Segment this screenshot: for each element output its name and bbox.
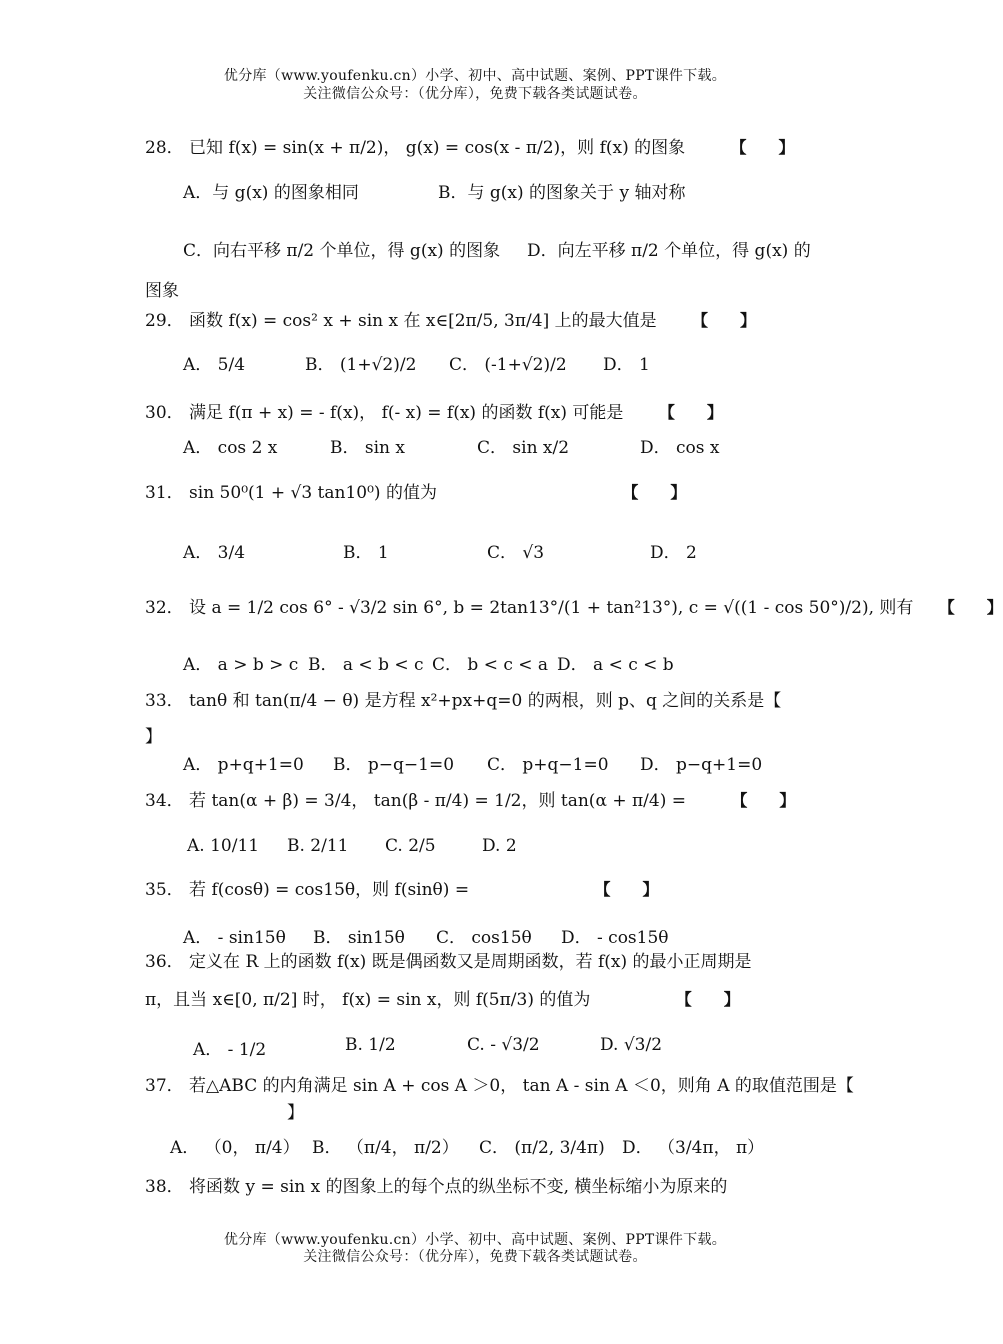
option-34-b: B. 2/11 xyxy=(287,836,349,856)
question-33-stem xyxy=(145,686,781,711)
question-text: π，且当 x∈[0, π/2] 时， f(x) = sin x，则 f(5π/3) 的值为 xyxy=(145,990,591,1010)
question-number: 38． xyxy=(145,1177,184,1197)
option-31-c: C． √3 xyxy=(487,543,545,563)
question-text: 已知 f(x) = sin(x + π/2)， g(x) = cos(x - π/2)，则 f(x) 的图象 xyxy=(189,138,686,158)
answer-bracket: 【 】 xyxy=(658,403,723,422)
question-text: 将函数 y = sin x 的图象上的每个点的纵坐标不变, 横坐标缩小为原来的 xyxy=(189,1177,728,1197)
option-36-d: D. √3/2 xyxy=(600,1035,663,1055)
option-34-d: D. 2 xyxy=(482,836,517,856)
answer-bracket: 【 】 xyxy=(675,990,740,1009)
question-28-stem xyxy=(145,133,795,158)
option-32-b: B． a < b < c xyxy=(308,655,424,675)
option-28-d: D．向左平移 π/2 个单位，得 g(x) 的 xyxy=(527,241,811,261)
answer-bracket: 【 】 xyxy=(731,791,796,810)
question-text: 若△ABC 的内角满足 sin A + cos A ＞0， tan A - sin A ＜0，则角 A 的取值范围是【 xyxy=(189,1076,854,1096)
question-number: 30． xyxy=(145,403,184,423)
question-number: 31． xyxy=(145,483,184,503)
option-37-a: A． （0， π/4） xyxy=(170,1138,300,1158)
option-37-c: C． (π/2, 3/4π) xyxy=(479,1138,605,1158)
option-36-c: C. - √3/2 xyxy=(467,1035,540,1055)
answer-bracket: 【 】 xyxy=(594,880,659,899)
answer-bracket: 【 】 xyxy=(622,483,687,502)
option-34-c: C. 2/5 xyxy=(385,836,436,856)
question-text: sin 50⁰(1 + √3 tan10⁰) 的值为 xyxy=(189,483,437,503)
option-28-d-continued: 图象 xyxy=(145,281,179,301)
question-number: 35． xyxy=(145,880,184,900)
option-35-c: C． cos15θ xyxy=(436,928,532,948)
option-30-b: B． sin x xyxy=(330,438,405,458)
question-number: 37． xyxy=(145,1076,184,1096)
option-29-d: D． 1 xyxy=(603,355,650,375)
question-35-stem xyxy=(145,875,659,900)
question-37-stem xyxy=(145,1071,854,1096)
option-30-c: C． sin x/2 xyxy=(477,438,570,458)
option-30-a: A． cos 2 x xyxy=(183,438,278,458)
question-number: 33． xyxy=(145,691,184,711)
option-36-b: B. 1/2 xyxy=(345,1035,396,1055)
question-text: 满足 f(π + x) = - f(x)， f(- x) = f(x) 的函数 f(x) 可能是 xyxy=(189,403,624,423)
option-28-b: B．与 g(x) 的图象关于 y 轴对称 xyxy=(438,183,686,203)
option-29-a: A． 5/4 xyxy=(183,355,246,375)
option-34-a: A. 10/11 xyxy=(187,836,260,856)
question-number: 32． xyxy=(145,598,184,618)
option-31-a: A． 3/4 xyxy=(183,543,246,563)
question-37-stem-continued: 】 xyxy=(287,1103,304,1123)
question-number: 28． xyxy=(145,138,184,158)
question-text: 设 a = 1/2 cos 6° - √3/2 sin 6°, b = 2tan13°/(1 + tan²13°), c = √((1 - cos 50°)/2), 则有 xyxy=(189,598,914,618)
question-text: 函数 f(x) = cos² x + sin x 在 x∈[2π/5, 3π/4] 上的最大值是 xyxy=(189,311,657,331)
option-30-d: D． cos x xyxy=(640,438,720,458)
question-number: 29． xyxy=(145,311,184,331)
option-33-d: D． p−q+1=0 xyxy=(640,755,763,775)
question-34-stem xyxy=(145,786,795,811)
option-33-c: C． p+q−1=0 xyxy=(487,755,609,775)
question-32-stem xyxy=(145,593,1003,618)
option-31-d: D． 2 xyxy=(650,543,697,563)
header-line-1: 优分库（www.youfenku.cn）小学、初中、高中试题、案例、PPT课件下载。 xyxy=(223,68,727,84)
option-28-c: C．向右平移 π/2 个单位，得 g(x) 的图象 xyxy=(183,241,501,261)
option-37-d: D． （3/4π， π） xyxy=(622,1138,765,1158)
question-36-stem xyxy=(145,947,752,972)
answer-bracket: 【 】 xyxy=(730,138,795,157)
question-number: 36． xyxy=(145,952,184,972)
answer-bracket: 【 】 xyxy=(938,598,1003,617)
question-text: 若 tan(α + β) = 3/4， tan(β - π/4) = 1/2，则 tan(α + π/4) = xyxy=(189,791,686,811)
question-33-stem-continued: 】 xyxy=(145,727,162,747)
option-32-a: A． a > b > c xyxy=(183,655,299,675)
footer-line-1: 优分库（www.youfenku.cn）小学、初中、高中试题、案例、PPT课件下载。 xyxy=(223,1232,727,1248)
question-36-stem-continued xyxy=(145,985,740,1010)
option-29-b: B． (1+√2)/2 xyxy=(305,355,417,375)
option-29-c: C． (-1+√2)/2 xyxy=(449,355,567,375)
option-32-d: D． a < c < b xyxy=(557,655,674,675)
header-line-2: 关注微信公众号：（优分库），免费下载各类试题试卷。 xyxy=(303,86,647,102)
question-text: 定义在 R 上的函数 f(x) 既是偶函数又是周期函数，若 f(x) 的最小正周期是 xyxy=(189,952,752,972)
question-31-stem xyxy=(145,478,686,503)
question-30-stem xyxy=(145,398,723,423)
option-35-d: D． - cos15θ xyxy=(561,928,669,948)
option-37-b: B． （π/4， π/2） xyxy=(312,1138,459,1158)
option-33-a: A． p+q+1=0 xyxy=(183,755,304,775)
question-text: tanθ 和 tan(π/4 − θ) 是方程 x²+px+q=0 的两根，则 p、q 之间的关系是【 xyxy=(189,691,782,711)
option-31-b: B． 1 xyxy=(343,543,389,563)
answer-bracket: 【 】 xyxy=(692,311,757,330)
option-33-b: B． p−q−1=0 xyxy=(333,755,455,775)
option-35-a: A． - sin15θ xyxy=(183,928,286,948)
option-32-c: C． b < c < a xyxy=(432,655,549,675)
question-text: 若 f(cosθ) = cos15θ，则 f(sinθ) = xyxy=(189,880,470,900)
footer-line-2: 关注微信公众号：（优分库），免费下载各类试题试卷。 xyxy=(303,1249,647,1265)
option-28-a: A．与 g(x) 的图象相同 xyxy=(183,183,359,203)
question-number: 34． xyxy=(145,791,184,811)
option-36-a: A． - 1/2 xyxy=(193,1040,267,1060)
question-29-stem xyxy=(145,306,756,331)
question-38-stem xyxy=(145,1172,727,1197)
option-35-b: B． sin15θ xyxy=(313,928,405,948)
